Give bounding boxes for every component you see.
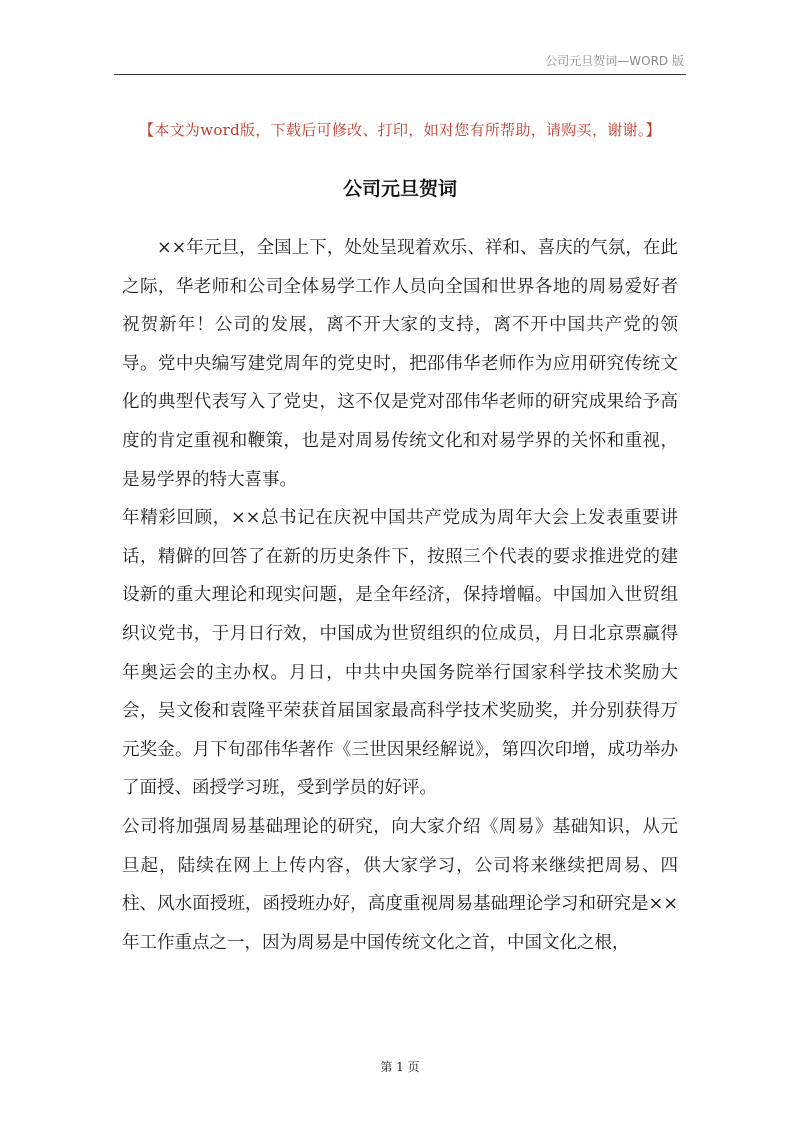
running-header: 公司元旦贺词—WORD 版 — [545, 54, 684, 68]
paragraph-3: 公司将加强周易基础理论的研究，向大家介绍《周易》基础知识，从元旦起，陆续在网上上传内容，供大家学习，公司将来继续把周易、四柱、风水面授班，函授班办好，高度重视周易基础理论学习和研究是××年工作重点之一，因为周易是中国传统文化之首，中国文化之根， — [122, 816, 678, 953]
document-title: 公司元旦贺词 — [342, 178, 457, 200]
header-divider — [114, 74, 686, 75]
purchase-notice: 【本文为word版，下载后可修改、打印，如对您有所帮助，请购买，谢谢。】 — [139, 121, 661, 139]
document-body — [122, 229, 678, 962]
page-number: 第 1 页 — [380, 1060, 420, 1074]
paragraph-2: 年精彩回顾，××总书记在庆祝中国共产党成为周年大会上发表重要讲话，精僻的回答了在新的历史条件下，按照三个代表的要求推进党的建设新的重大理论和现实问题，是全年经济，保持增幅。中国加入世贸组织议党书，于月日行效，中国成为世贸组织的位成员，月日北京票赢得年奥运会的主办权。月日，中共中央国务院举行国家科学技术奖励大会，吴文俊和袁隆平荣获首届国家最高科学技术奖励奖，并分别获得万元奖金。月下旬邵伟华著作《三世因果经解说》，第四次印增，成功举办了面授、函授学习班，受到学员的好评。 — [122, 508, 678, 799]
paragraph-1: ××年元旦，全国上下，处处呈现着欢乐、祥和、喜庆的气氛，在此之际，华老师和公司全体易学工作人员向全国和世界各地的周易爱好者祝贺新年！公司的发展，离不开大家的支持，离不开中国共产党的领导。党中央编写建党周年的党史时，把邵伟华老师作为应用研究传统文化的典型代表写入了党史，这不仅是党对邵伟华老师的研究成果给予高度的肯定重视和鞭策，也是对周易传统文化和对易学界的关怀和重视，是易学界的特大喜事。 — [122, 238, 678, 490]
